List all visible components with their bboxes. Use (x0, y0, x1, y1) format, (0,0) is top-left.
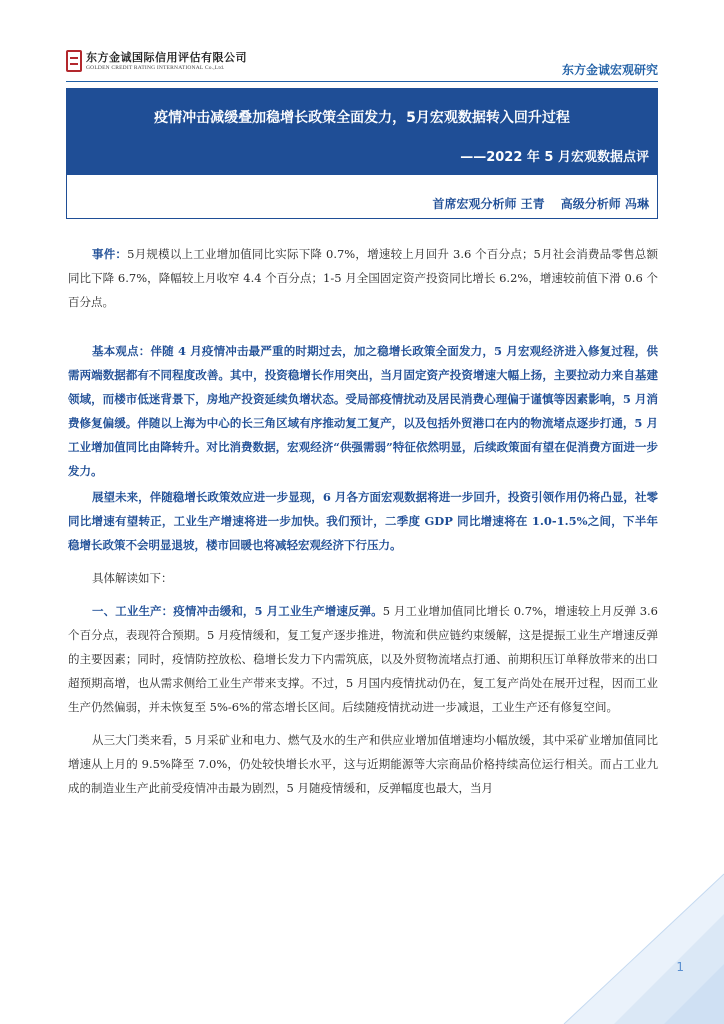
basic-view-paragraph (68, 339, 658, 483)
report-title: 疫情冲击减缓叠加稳增长政策全面发力，5月宏观数据转入回升过程 (154, 110, 570, 126)
company-logo (66, 50, 247, 72)
details-intro: 具体解读如下： (92, 571, 173, 585)
page-number: 1 (676, 960, 684, 974)
page-header (66, 44, 658, 82)
brand-label: 东方金诚宏观研究 (561, 63, 658, 77)
basic-view-text: 伴随 4 月疫情冲击最严重的时期过去，加之稳增长政策全面发力，5 月宏观经济进入修复过程，供需两端数据都有不同程度改善。其中，投资稳增长作用突出，当月固定资产投资增速大幅上扬，主要拉动力来自基建领域，而楼市低迷背景下，房地产投资延续负增状态。受局部疫情扰动及居民消费心理偏于谨慎等因素影响，5 月消费修复偏缓。伴随以上海为中心的长三角区域有序推动复工复产，以及包括外贸港口在内的物流堵点逐步打通，5 月工业增加值同比由降转升。对比消费数据，宏观经济“供强需弱”特征依然明显，后续政策面有望在促消费方面进一步发力。 (68, 344, 658, 478)
industrial-paragraph (68, 599, 658, 719)
logo-chinese-name: 东方金诚国际信用评估有限公司 (86, 50, 247, 64)
report-subtitle: ——2022 年 5 月宏观数据点评 (460, 150, 649, 165)
report-authors: 首席宏观分析师 王青 高级分析师 冯琳 (432, 197, 649, 211)
logo-english-name: GOLDEN CREDIT RATING INTERNATIONAL Co.,Ltd. (86, 64, 225, 71)
title-band (67, 89, 657, 175)
event-label: 事件： (92, 247, 128, 261)
outlook-paragraph: 展望未来，伴随稳增长政策效应进一步显现，6 月各方面宏观数据将进一步回升，投资引领作用仍将凸显，社零同比增速有望转正，工业生产增速将进一步加快。我们预计，二季度 GDP 同比增速将在 1.0-1.5%之间，下半年稳增长政策不会明显退坡，楼市回暖也将减轻宏观经济下行压力。 (68, 490, 658, 552)
industrial-heading: 一、工业生产：疫情冲击缓和，5 月工业生产增速反弹。 (92, 604, 383, 618)
sectors-paragraph: 从三大门类来看，5 月采矿业和电力、燃气及水的生产和供应业增加值增速均小幅放缓，其中采矿业增加值同比增速从上月的 9.5%降至 7.0%，仍处较快增长水平，这与近期能源等大宗商品价格持续高位运行相关。而占工业九成的制造业生产此前受疫情冲击最为剧烈，5 月随疫情缓和，反弹幅度也最大，当月 (68, 733, 658, 795)
report-body (68, 242, 658, 802)
title-box (66, 88, 658, 219)
event-text: 5月规模以上工业增加值同比实际下降 0.7%，增速较上月回升 3.6 个百分点；5月社会消费品零售总额同比下降 6.7%，降幅较上月收窄 4.4 个百分点；1-5 月全国固定资产投资同比增长 6.2%，增速较前值下滑 0.6 个百分点。 (68, 247, 659, 309)
corner-decoration (534, 854, 724, 1024)
logo-icon (66, 50, 82, 72)
header-divider (66, 81, 658, 82)
industrial-text: 5 月工业增加值同比增长 0.7%，增速较上月反弹 3.6 个百分点，表现符合预期。5 月疫情缓和，复工复产逐步推进，物流和供应链约束缓解，这是提振工业生产增速反弹的主要因素；同时，疫情防控放松、稳增长发力下内需筑底，以及外贸物流堵点打通、前期积压订单释放带来的出口超预期高增，也从需求侧给工业生产带来支撑。不过，5 月国内疫情扰动仍在，复工复产尚处在展开过程，因而工业生产仍然偏弱，并未恢复至 5%-6%的常态增长区间。后续随疫情扰动进一步减退，工业生产还有修复空间。 (68, 604, 658, 714)
basic-view-label: 基本观点： (92, 344, 151, 358)
event-paragraph (68, 242, 658, 314)
